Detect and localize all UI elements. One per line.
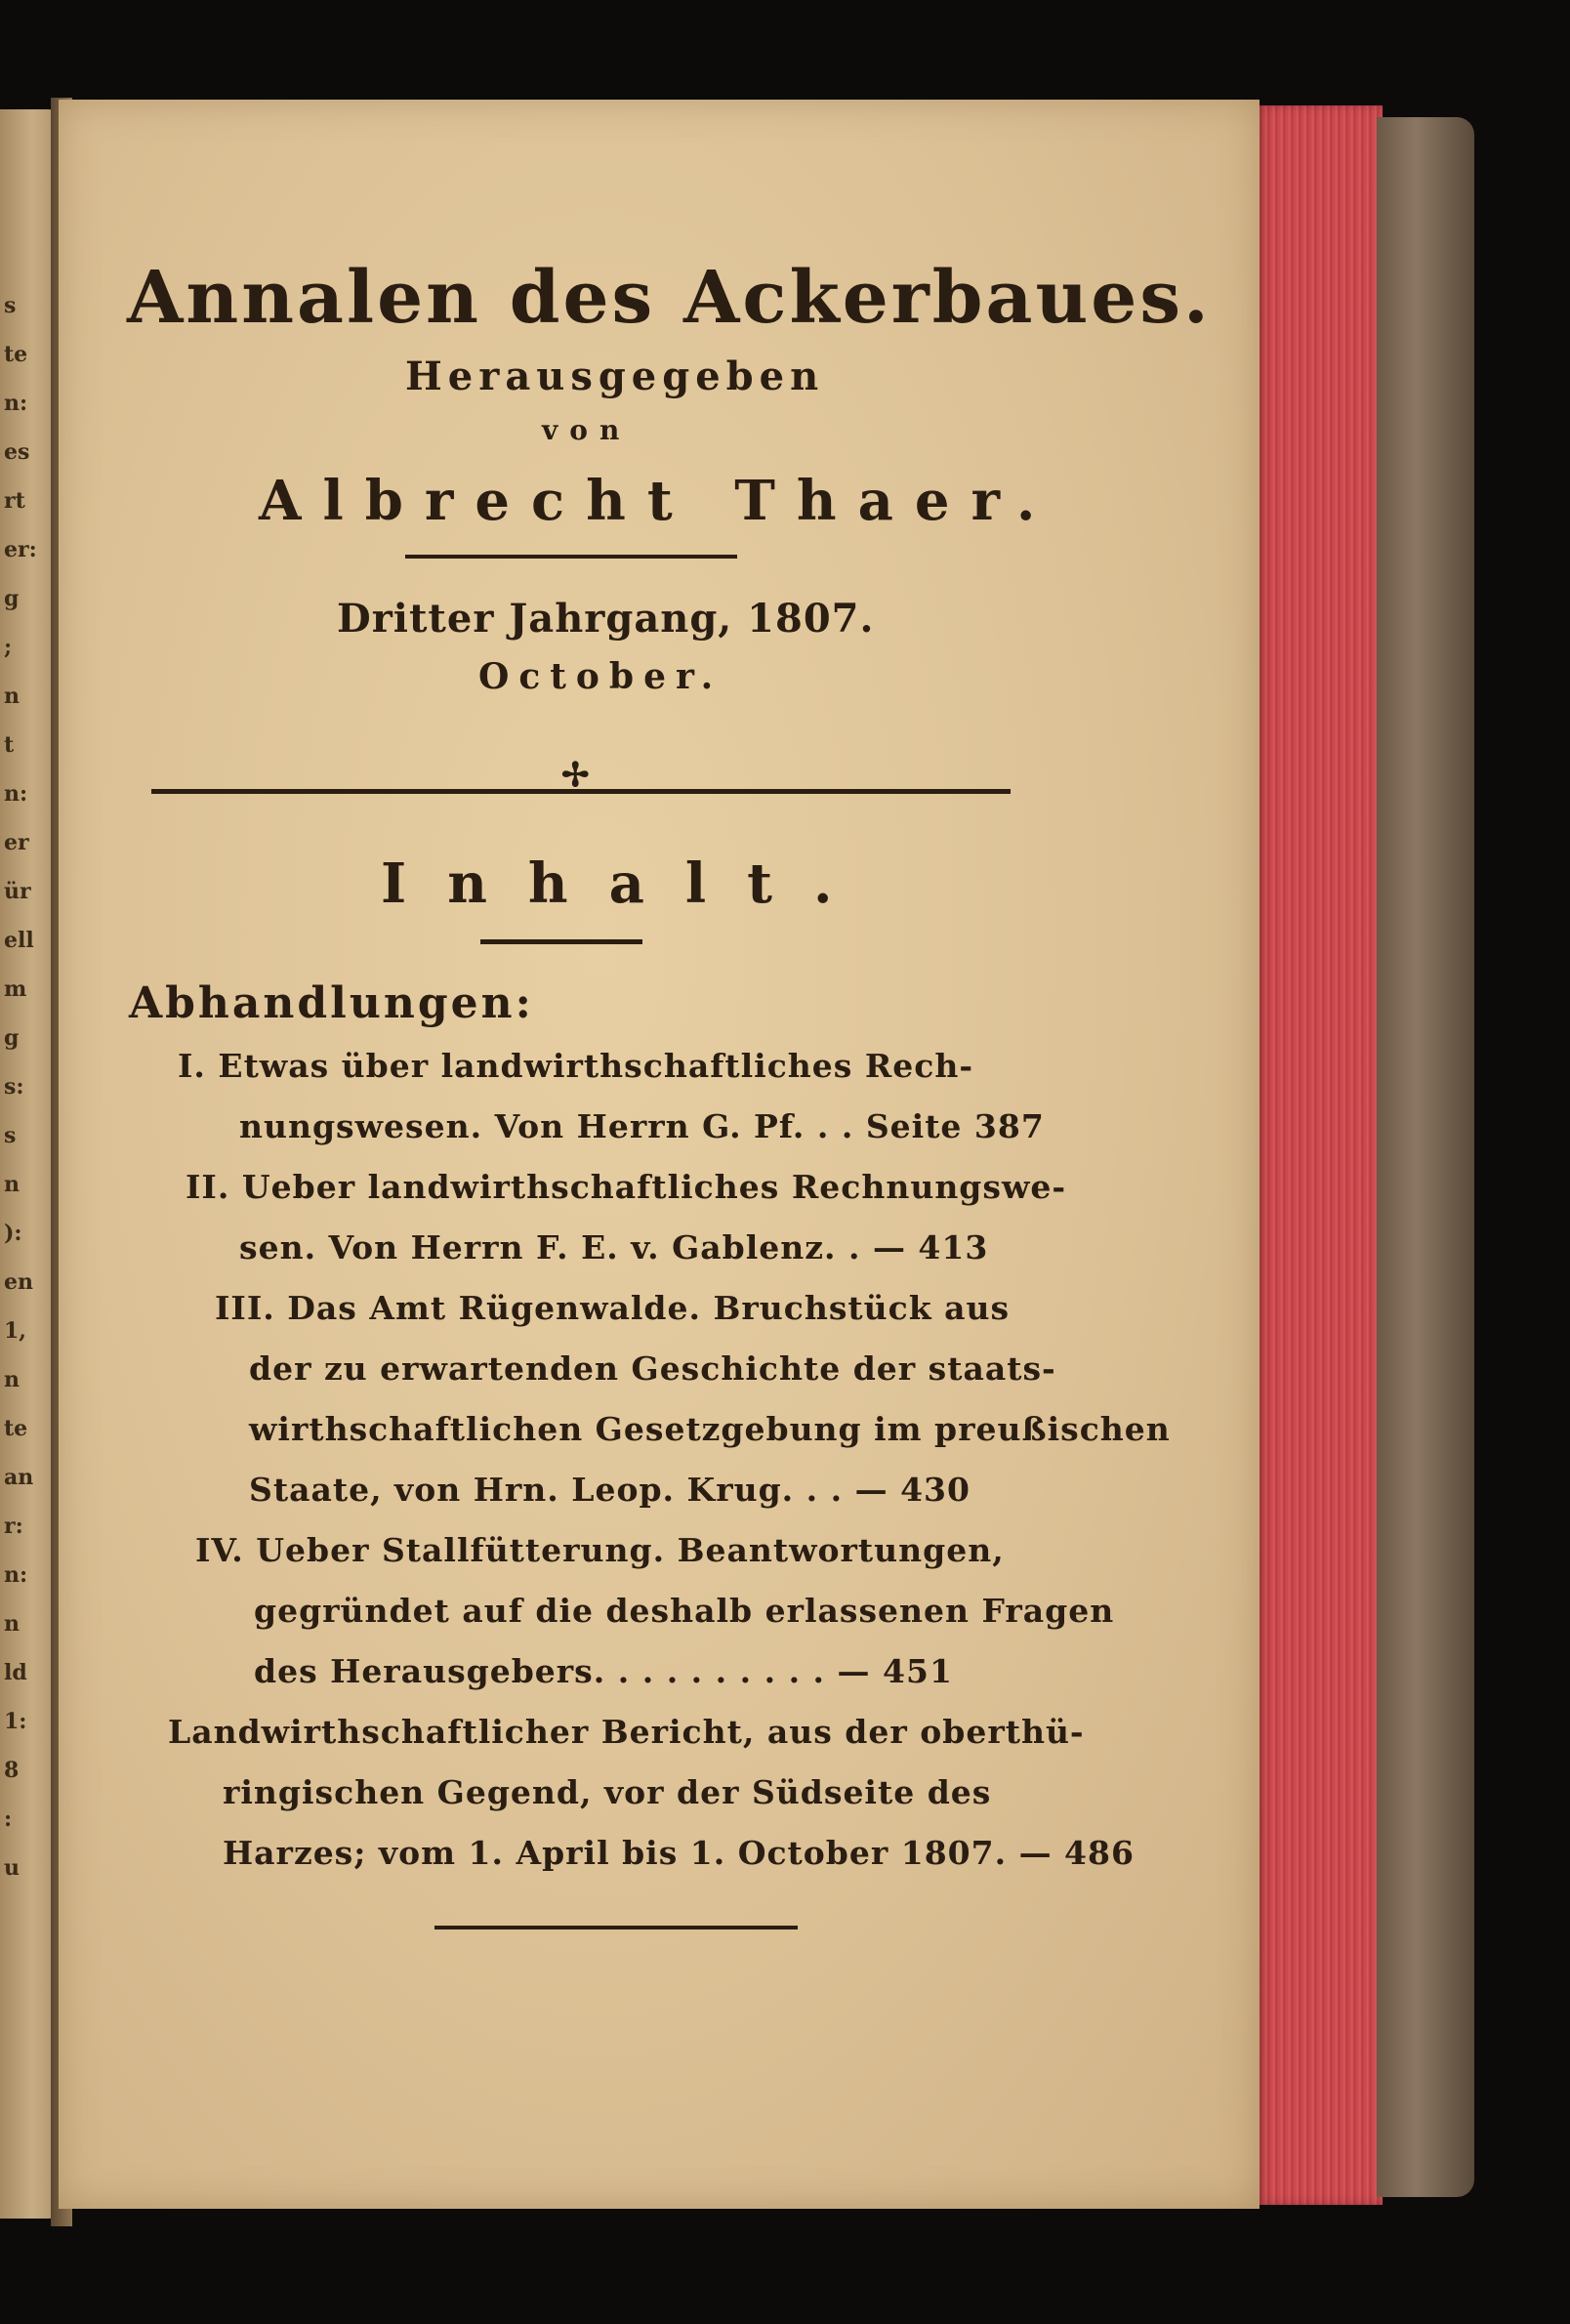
toc-entry-1-line-1: I. Etwas über landwirthschaftliches Rech-: [178, 1047, 974, 1085]
facing-page-fragment: rt: [4, 488, 25, 514]
facing-page-fragment: m: [4, 976, 27, 1002]
toc-entry-4-line-1: IV. Ueber Stallfütterung. Beantwortungen,: [195, 1531, 1005, 1569]
facing-page-fragment: u: [4, 1855, 20, 1881]
volume-month: October.: [478, 656, 723, 697]
ornament-icon: ✢: [561, 756, 590, 795]
facing-page-fragment: 8: [4, 1758, 20, 1783]
toc-entry-5-line-3: Harzes; vom 1. April bis 1. October 1807. — 486: [223, 1834, 1135, 1872]
page-edges: [1256, 105, 1383, 2205]
facing-page-fragment: n:: [4, 391, 28, 416]
toc-entry-2-line-1: II. Ueber landwirthschaftliches Rechnungswe-: [186, 1168, 1067, 1206]
volume-year: Dritter Jahrgang, 1807.: [337, 596, 875, 642]
toc-entry-3-line-1: III. Das Amt Rügenwalde. Bruchstück aus: [215, 1289, 1011, 1327]
facing-page-fragment: er:: [4, 537, 37, 562]
toc-entry-1-line-2: nungswesen. Von Herrn G. Pf. . . Seite 387: [239, 1107, 1045, 1145]
toc-entry-3-line-4: Staate, von Hrn. Leop. Krug. . . — 430: [249, 1471, 971, 1509]
facing-page-fragment: g: [4, 586, 20, 611]
toc-entry-4-line-3: des Herausgebers. . . . . . . . . . — 451: [254, 1652, 953, 1690]
facing-page-fragment: an: [4, 1465, 34, 1490]
toc-entry-5-line-1: Landwirthschaftlicher Bericht, aus der oberthü-: [168, 1713, 1085, 1751]
toc-entry-3-line-3: wirthschaftlichen Gesetzgebung im preußischen: [249, 1410, 1171, 1448]
book-title: Annalen des Ackerbaues.: [127, 256, 1212, 340]
book-by: von: [542, 414, 632, 446]
facing-page-fragment: n: [4, 1367, 20, 1392]
facing-page-fragment: 1,: [4, 1318, 26, 1344]
section-heading: Abhandlungen:: [129, 978, 534, 1028]
facing-page-fragment: g: [4, 1025, 20, 1051]
facing-page-fragment: ür: [4, 879, 31, 904]
facing-page-fragment: te: [4, 342, 28, 367]
facing-page-fragment: n: [4, 1172, 20, 1197]
facing-page-fragment: r:: [4, 1514, 23, 1539]
title-rule: [405, 555, 737, 559]
facing-page-fragment: er: [4, 830, 29, 855]
contents-heading: Inhalt.: [381, 851, 874, 916]
facing-page-fragment: :: [4, 1806, 13, 1832]
toc-entry-3-line-2: der zu erwartenden Geschichte der staats-: [249, 1349, 1056, 1388]
facing-page-fragment: en: [4, 1269, 33, 1295]
facing-page-fragment: ):: [4, 1221, 22, 1246]
toc-entry-2-line-2: sen. Von Herrn F. E. v. Gablenz. . — 413: [239, 1228, 989, 1266]
facing-page-fragment: n:: [4, 781, 28, 807]
toc-entry-4-line-2: gegründet auf die deshalb erlassenen Fragen: [254, 1592, 1115, 1630]
contents-rule: [480, 939, 642, 944]
book-subtitle: Herausgegeben: [405, 353, 825, 399]
facing-page-fragment: ld: [4, 1660, 27, 1685]
facing-page-fragment: s: [4, 1123, 17, 1148]
facing-page-fragment: n:: [4, 1562, 28, 1588]
facing-page-fragment: 1:: [4, 1709, 27, 1734]
bottom-rule: [434, 1926, 798, 1930]
facing-page-fragment: s:: [4, 1074, 24, 1100]
book-cover: [1377, 117, 1474, 2197]
facing-page: [0, 109, 55, 2219]
facing-page-fragment: ;: [4, 635, 13, 660]
facing-page-fragment: t: [4, 732, 15, 758]
facing-page-fragment: ell: [4, 928, 34, 953]
facing-page-fragment: n: [4, 1611, 20, 1637]
facing-page-fragment: te: [4, 1416, 28, 1441]
facing-page-fragment: n: [4, 684, 20, 709]
toc-entry-5-line-2: ringischen Gegend, vor der Südseite des: [223, 1773, 992, 1811]
facing-page-fragment: es: [4, 439, 30, 465]
facing-page-fragment: s: [4, 293, 17, 318]
book-author: Albrecht Thaer.: [259, 469, 1057, 533]
title-page: [59, 100, 1260, 2209]
